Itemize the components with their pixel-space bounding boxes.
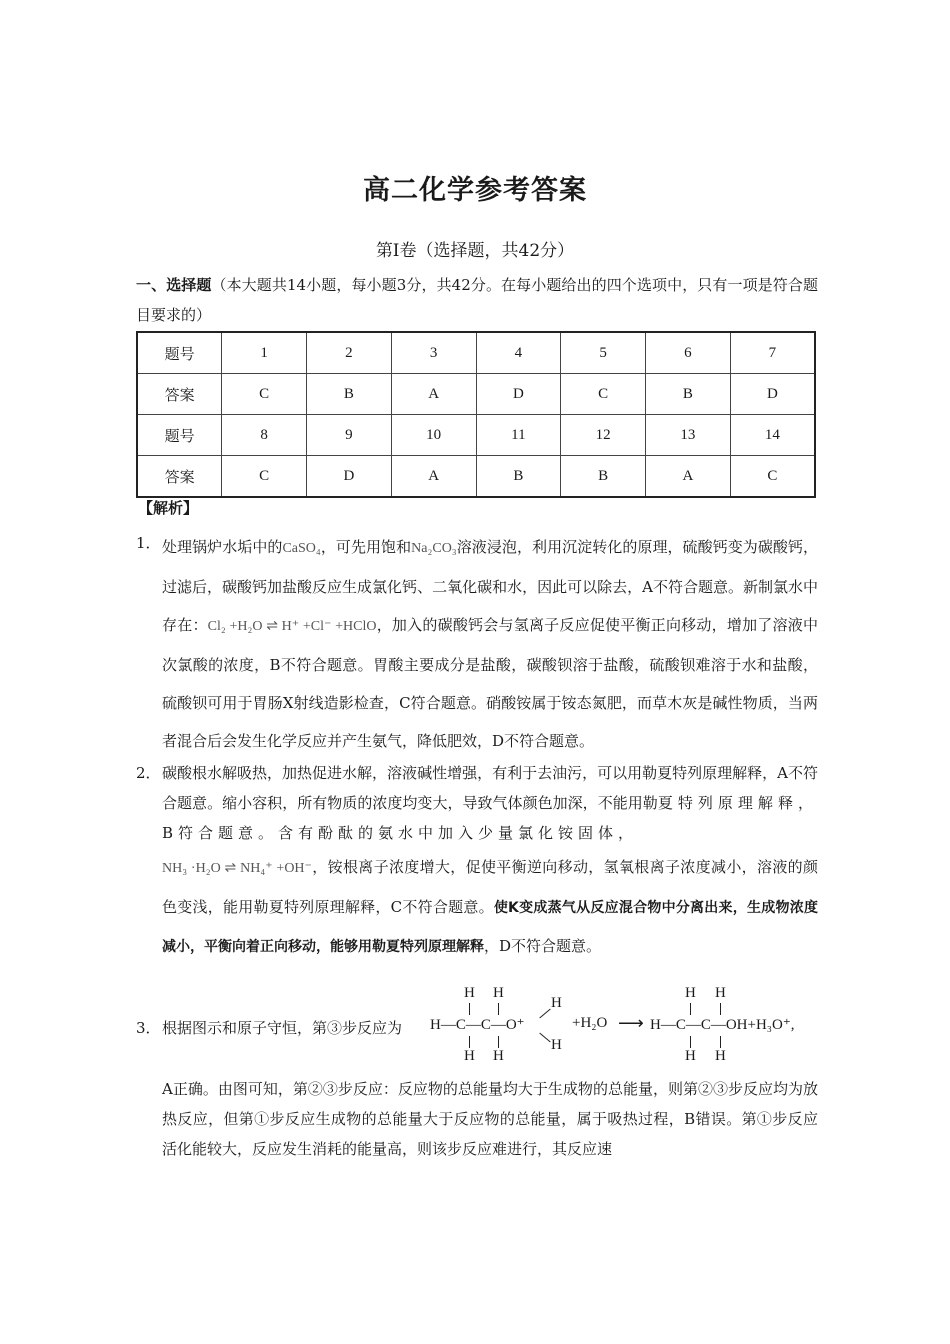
bond-line	[539, 1033, 550, 1043]
bond-line	[469, 1003, 470, 1015]
row-label: 答案	[137, 374, 222, 415]
table-cell: 14	[730, 415, 815, 456]
analysis-item-1	[136, 528, 818, 760]
table-cell: A	[391, 374, 476, 415]
item-number: 2．	[136, 764, 161, 782]
bond-line	[498, 1036, 499, 1048]
table-cell: 5	[561, 332, 646, 374]
table-cell: 13	[646, 415, 731, 456]
table-cell: C	[561, 374, 646, 415]
row-label: 题号	[137, 415, 222, 456]
text-span: 处理锅炉水垢中的	[162, 538, 283, 556]
table-cell: C	[730, 456, 815, 498]
bond-line	[469, 1036, 470, 1048]
reactant-chain: H—C—C—O⁺	[430, 1017, 525, 1033]
table-cell: C	[222, 456, 307, 498]
instruction-text: （本大题共14小题，每小题3分，共42分。在每小题给出的四个选项中，只有一项是符合题目要求的）	[136, 276, 818, 324]
table-cell: 10	[391, 415, 476, 456]
text-span: ，加入的碳酸钙会与氢离子反应促使平衡正向移动，增加了溶液中次氯酸的浓度，B不符合题意。胃酸主要成分是盐酸，碳酸钡溶于盐酸，硫酸钡难溶于水和盐酸，硫酸钡可用于胃肠X射线造影检查，C符合题意。硝酸铵属于铵态氮肥，而草木灰是碱性物质，当两者混合后会发生化学反应并产生氨气，降低肥效，D不符合题意。	[162, 616, 818, 750]
item-number: 1．	[136, 534, 161, 552]
item-body	[162, 758, 818, 966]
bond-line	[720, 1036, 721, 1048]
atom-h: H	[551, 1037, 562, 1053]
table-row-answer-2	[137, 456, 815, 498]
row-label: 答案	[137, 456, 222, 498]
water-term: +H₂O	[572, 1015, 608, 1031]
bond-line	[498, 1003, 499, 1015]
item-body: A正确。由图可知，第②③步反应：反应物的总能量均大于生成物的总能量，则第②③步反应均为放热反应，但第①步反应生成物的总能量大于反应物的总能量，属于吸热过程，B错误。第①步反应活化能较大，反应发生消耗的能量高，则该步反应难进行，其反应速	[162, 1080, 818, 1158]
atom-h: H	[715, 1048, 726, 1064]
atom-h: H	[685, 985, 696, 1001]
instruction-paragraph	[136, 270, 818, 330]
reaction-structure	[430, 985, 830, 1067]
equation-ammonia: NH₃ ·H₂O ⇌ NH₄⁺ +OH⁻	[162, 861, 312, 876]
table-cell: 12	[561, 415, 646, 456]
text-span: ，D不符合题意。	[484, 937, 602, 955]
table-cell: 1	[222, 332, 307, 374]
table-cell: 11	[476, 415, 561, 456]
table-cell: B	[307, 374, 392, 415]
table-cell: B	[646, 374, 731, 415]
table-cell: D	[307, 456, 392, 498]
equation-chlorine-water: Cl₂ +H₂O ⇌ H⁺ +Cl⁻ +HClO	[207, 619, 377, 634]
text-span: 碳酸根水解吸热，加热促进水解，溶液碱性增强，有利于去油污，可以用勒夏特列原理解释，A不符合题意。缩小容积，所有物质的浓度均变大，导致气体颜色加深，不能用勒	[162, 764, 818, 812]
atom-h: H	[493, 1048, 504, 1064]
text-span: 溶液浸泡，利用沉淀转化的原理，硫酸钙变为碳酸钙，过滤后，碳酸钙加盐酸反应生成氯化钙、二氧化碳和水，因此可以除去，A不符合题意。新制氯水中存在：	[162, 538, 818, 634]
answer-table	[136, 331, 816, 498]
analysis-item-3-continued	[136, 1074, 818, 1164]
atom-h: H	[464, 1048, 475, 1064]
item-number: 3．	[136, 1019, 161, 1037]
table-cell: 7	[730, 332, 815, 374]
formula-na2co3: Na₂CO₃	[411, 541, 457, 556]
text-span: ，铵根离子浓度增大，促使平衡逆向移动，氢氧根离子浓度减小，溶液的颜色变浅，能用勒夏特列原理解释，C不符合题意。	[162, 858, 818, 916]
table-row-question-1	[137, 332, 815, 374]
reaction-arrow-icon: ⟶	[618, 1013, 644, 1033]
analysis-item-2	[136, 758, 818, 966]
product-chain: H—C—C—OH+H₃O⁺,	[650, 1017, 795, 1033]
table-cell: 8	[222, 415, 307, 456]
table-row-question-2	[137, 415, 815, 456]
atom-h: H	[715, 985, 726, 1001]
bond-line	[690, 1003, 691, 1015]
equation-line	[162, 848, 818, 966]
atom-h: H	[464, 985, 475, 1001]
table-cell: B	[476, 456, 561, 498]
text-span: 根据图示和原子守恒，第③步反应为	[162, 1019, 403, 1037]
text-span: ，可先用饱和	[320, 538, 412, 556]
table-cell: A	[391, 456, 476, 498]
bond-line	[690, 1036, 691, 1048]
item-body	[162, 528, 818, 760]
instruction-lead: 一、选择题	[136, 276, 212, 294]
atom-h: H	[685, 1048, 696, 1064]
table-row-answer-1	[137, 374, 815, 415]
bold-text-span: 使K变成蒸气从反应混合物中分离出来，生成物浓度减小，平衡向着正向移动，能够用勒夏特列原理解释	[162, 900, 818, 955]
atom-h: H	[493, 985, 504, 1001]
bond-line	[539, 1009, 550, 1019]
table-cell: 4	[476, 332, 561, 374]
bond-line	[720, 1003, 721, 1015]
section-title: 第Ⅰ卷（选择题，共42分）	[375, 241, 575, 261]
page-title: 高二化学参考答案	[363, 175, 587, 206]
analysis-heading: 【解析】	[138, 499, 199, 517]
table-cell: 3	[391, 332, 476, 374]
table-cell: A	[646, 456, 731, 498]
table-cell: D	[730, 374, 815, 415]
row-label: 题号	[137, 332, 222, 374]
formula-caso4: CaSO₄	[282, 541, 321, 556]
text-span: 夏特列原理解释，B符合题意。含有酚酞的氨水中加入少量氯化铵固体，	[162, 794, 818, 842]
table-cell: 6	[646, 332, 731, 374]
table-cell: C	[222, 374, 307, 415]
table-cell: 9	[307, 415, 392, 456]
atom-h: H	[551, 995, 562, 1011]
table-cell: D	[476, 374, 561, 415]
table-cell: 2	[307, 332, 392, 374]
table-cell: B	[561, 456, 646, 498]
